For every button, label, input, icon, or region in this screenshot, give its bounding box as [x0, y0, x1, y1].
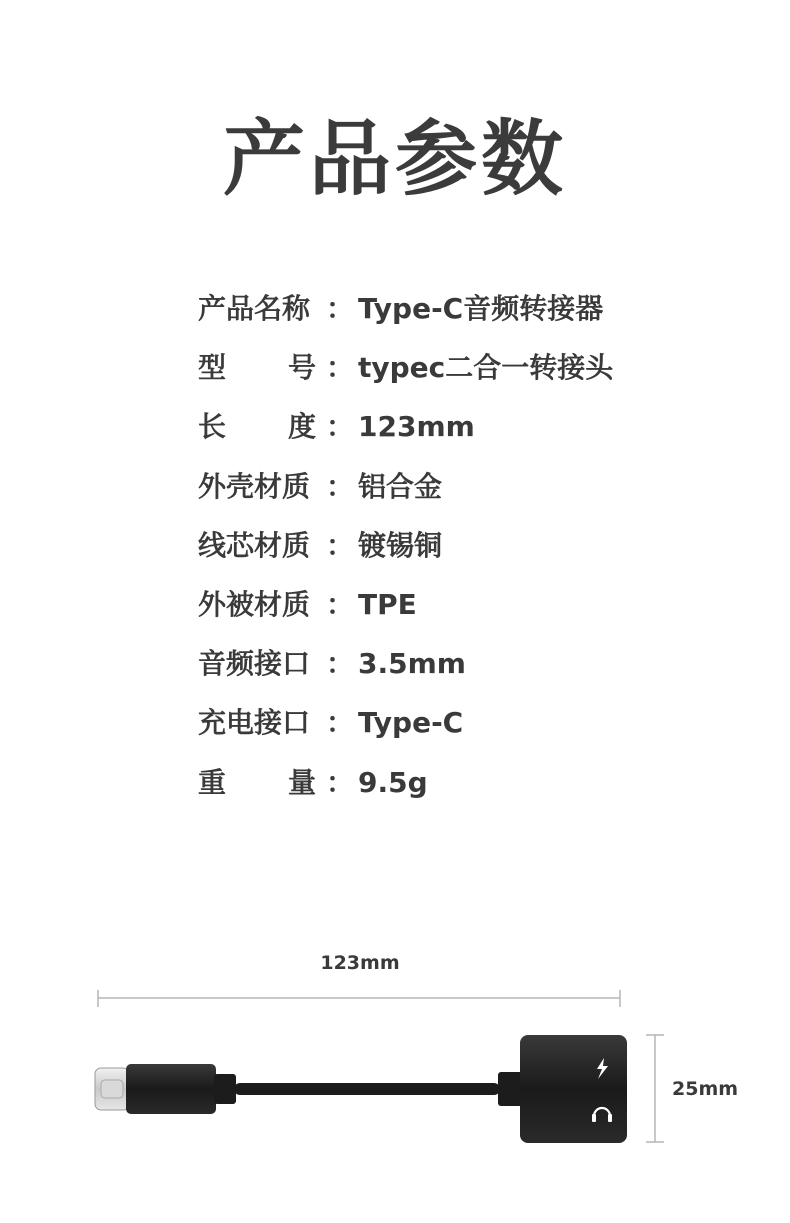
spec-label — [198, 463, 355, 511]
spec-value: 123mm — [358, 410, 475, 444]
spec-colon: ： — [326, 351, 355, 385]
spec-label-last: 度 — [288, 410, 317, 444]
spec-value: Type-C — [358, 706, 464, 740]
spec-value: 3.5mm — [358, 647, 466, 681]
spec-value: Type-C音频转接器 — [358, 292, 604, 325]
spec-label-last: 号 — [288, 351, 317, 385]
spec-label-text: 音频接口 — [198, 647, 311, 681]
spec-label-text: 产品名称 — [198, 292, 311, 325]
spec-colon: ： — [326, 292, 355, 325]
spec-label-text: 外壳材质 — [198, 469, 311, 503]
length-dimension-label: 123mm — [320, 952, 400, 974]
spec-value: 镀锡铜 — [358, 528, 443, 562]
spec-label-first: 重 — [198, 765, 227, 799]
spec-label — [198, 522, 355, 570]
width-dimension-label: 25mm — [672, 1078, 739, 1100]
spec-colon: ： — [326, 587, 355, 621]
adapter-body — [498, 1035, 627, 1143]
length-dimension-line — [98, 990, 620, 1007]
spec-label — [198, 285, 355, 333]
cable — [234, 1083, 500, 1095]
spec-colon: ： — [326, 706, 355, 740]
spec-value: 9.5g — [358, 765, 428, 799]
page-title: 产品参数 — [222, 112, 567, 207]
spec-label-last: 量 — [288, 765, 317, 799]
spec-label-first: 型 — [198, 351, 227, 385]
spec-colon: ： — [326, 410, 355, 444]
spec-value: typec二合一转接头 — [358, 351, 614, 385]
spec-colon: ： — [326, 765, 355, 799]
spec-label — [198, 581, 355, 629]
spec-value: TPE — [358, 587, 417, 621]
spec-colon: ： — [326, 528, 355, 562]
spec-label — [198, 344, 355, 392]
spec-label-first: 长 — [198, 410, 227, 444]
spec-label — [198, 640, 355, 688]
width-dimension-line — [646, 1035, 664, 1142]
spec-label-text: 外被材质 — [198, 587, 311, 621]
spec-colon: ： — [326, 647, 355, 681]
spec-label — [198, 699, 355, 747]
spec-colon: ： — [326, 469, 355, 503]
spec-value: 铝合金 — [358, 469, 443, 503]
type-c-plug — [95, 1064, 236, 1114]
adapter-illustration — [0, 980, 790, 1160]
spec-label — [198, 403, 355, 451]
spec-label-text: 充电接口 — [198, 706, 311, 740]
spec-label — [198, 759, 355, 807]
spec-label-text: 线芯材质 — [198, 528, 311, 562]
